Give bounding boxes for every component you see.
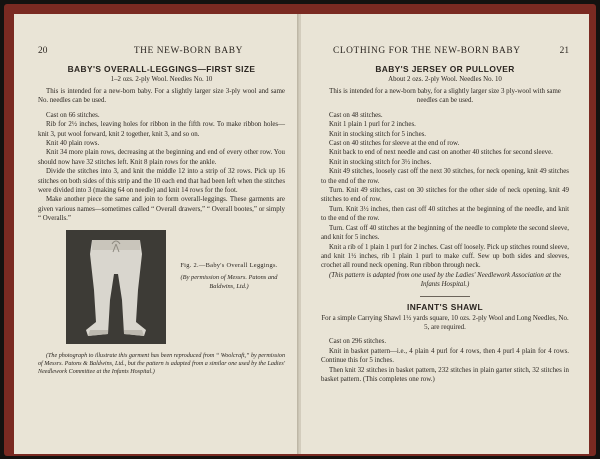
right-paragraph: Turn. Cast off 40 stitches at the beginning of the needle to complete the second sleeve, and knit for 5 inches.: [321, 224, 569, 242]
photograph-note: (The photograph to illustrate this garment has been reproduced from “ Woolcraft,” by permission of Messrs. Patons & Baldwins, Ltd., but the pattern is adapted from a similar one used by the Ladies' Needlework Committee at the Infants Hospital.): [38, 352, 285, 376]
right-paragraph: Knit a rib of 1 plain 1 purl for 2 inches. Cast off loosely. Pick up stitches round sleeve, and knit 1½ inches, rib 1 plain 1 purl to make cuff. Sew up both sides and sleeves, crochet all round neck opening. Run ribbon through neck.: [321, 243, 569, 270]
right-paragraph: Knit in stocking stitch for 5 inches.: [329, 130, 427, 138]
shawl-title: INFANT'S SHAWL: [407, 301, 483, 312]
running-head-left-text: THE NEW-BORN BABY: [133, 46, 243, 56]
page-number-left: 20: [38, 46, 48, 56]
right-paragraph: Then knit 32 stitches in basket pattern, 232 stitches in plain garter stitch, 32 stitches in basket pattern. (This completes one row.): [321, 366, 569, 383]
right-page: [301, 14, 589, 454]
figure-permission: (By permission of Messrs. Patons and Baldwins, Ltd.): [180, 274, 278, 290]
right-paragraph: Cast on 48 stitches.: [329, 111, 383, 119]
section-divider: [420, 296, 470, 297]
figure-caption: [180, 262, 278, 292]
left-paragraph: Make another piece the same and join to form overall-leggings. These garments are given various names—sometimes called “ Overall drawers,” “ Overall bootes,” or simply “ Overalls.”: [38, 196, 285, 223]
running-head-left: [38, 46, 285, 56]
left-paragraph: Rib for 2½ inches, leaving holes for ribbon in the fifth row. To make ribbon holes—knit 3, put wool forward, knit 2 together, knit 3, and so on.: [38, 121, 285, 138]
shawl-materials: For a simple Carrying Shawl 1½ yards square, 10 ozs. 2-ply Wool and Long Needles, No. 5, are required.: [321, 314, 569, 331]
left-paragraph: Cast on 66 stitches.: [46, 111, 100, 119]
jersey-materials: About 2 ozs. 2-ply Wool. Needles No. 10: [388, 76, 502, 83]
right-paragraph: Cast on 296 stitches.: [329, 338, 387, 346]
left-paragraph: Knit 40 plain rows.: [46, 140, 100, 148]
left-paragraph: Knit 34 more plain rows, decreasing at the beginning and end of every other row. You should now have 32 stitches left. Knit 8 plain rows for the ankle.: [38, 149, 285, 166]
right-paragraph: Knit back to end of next needle and cast on another 40 stitches for second sleeve.: [329, 149, 553, 157]
right-paragraph: Knit in stocking stitch for 3½ inches.: [329, 158, 432, 166]
leggings-illustration-icon: [66, 230, 166, 344]
left-page: [14, 14, 299, 454]
left-paragraph: This is intended for a new-born baby. For a slightly larger size 3-ply wool and same No. needles can be used.: [38, 88, 285, 105]
jersey-note: (This pattern is adapted from one used by the Ladies' Needlework Association at the Infants Hospital.): [328, 271, 562, 289]
figure-2: [38, 230, 285, 348]
overall-leggings-materials: 1–2 ozs. 2-ply Wool. Needles No. 10: [110, 76, 213, 83]
right-paragraph: Cast on 40 stitches for sleeve at the end of row.: [329, 140, 460, 148]
left-paragraph: Divide the stitches into 3, and knit the middle 12 into a strip of 32 rows. Pick up 16 stitches on both sides of this strip and the 10 each end that had been left when the stitches were divided into 3 (making 64 on needle) and knit 14 rows for the foot.: [38, 168, 285, 195]
right-paragraph: Turn. Knit 3½ inches, then cast off 40 stitches at the beginning of the needle, and knit to the end of the row.: [321, 205, 569, 223]
jersey-intro: This is intended for a new-born baby, for a slightly larger size 3 ply-wool with same needles can be used.: [329, 88, 561, 105]
running-head-right-text: CLOTHING FOR THE NEW-BORN BABY: [333, 46, 521, 56]
figure-label: Fig. 2.—Baby's Overall Leggings.: [180, 261, 278, 269]
running-head-right: [321, 46, 569, 56]
overall-leggings-title: BABY'S OVERALL-LEGGINGS—FIRST SIZE: [67, 64, 256, 74]
right-paragraph: Turn. Knit 49 stitches, cast on 30 stitches for the other side of neck opening, knit 49 stitches to end of row.: [321, 187, 569, 204]
jersey-title: BABY'S JERSEY OR PULLOVER: [375, 64, 515, 74]
right-paragraph: Knit 49 stitches, loosely cast off the next 30 stitches, for neck opening, knit 49 stitches to the end of the row.: [321, 168, 569, 185]
overall-leggings-photo: [66, 230, 166, 344]
right-paragraph: Knit in basket pattern—i.e., 4 plain 4 purl for 4 rows, then 4 purl 4 plain for 4 rows. Continue this for 5 inches.: [321, 347, 569, 365]
right-paragraph: Knit 1 plain 1 purl for 2 inches.: [329, 121, 416, 129]
page-number-right: 21: [559, 46, 569, 56]
